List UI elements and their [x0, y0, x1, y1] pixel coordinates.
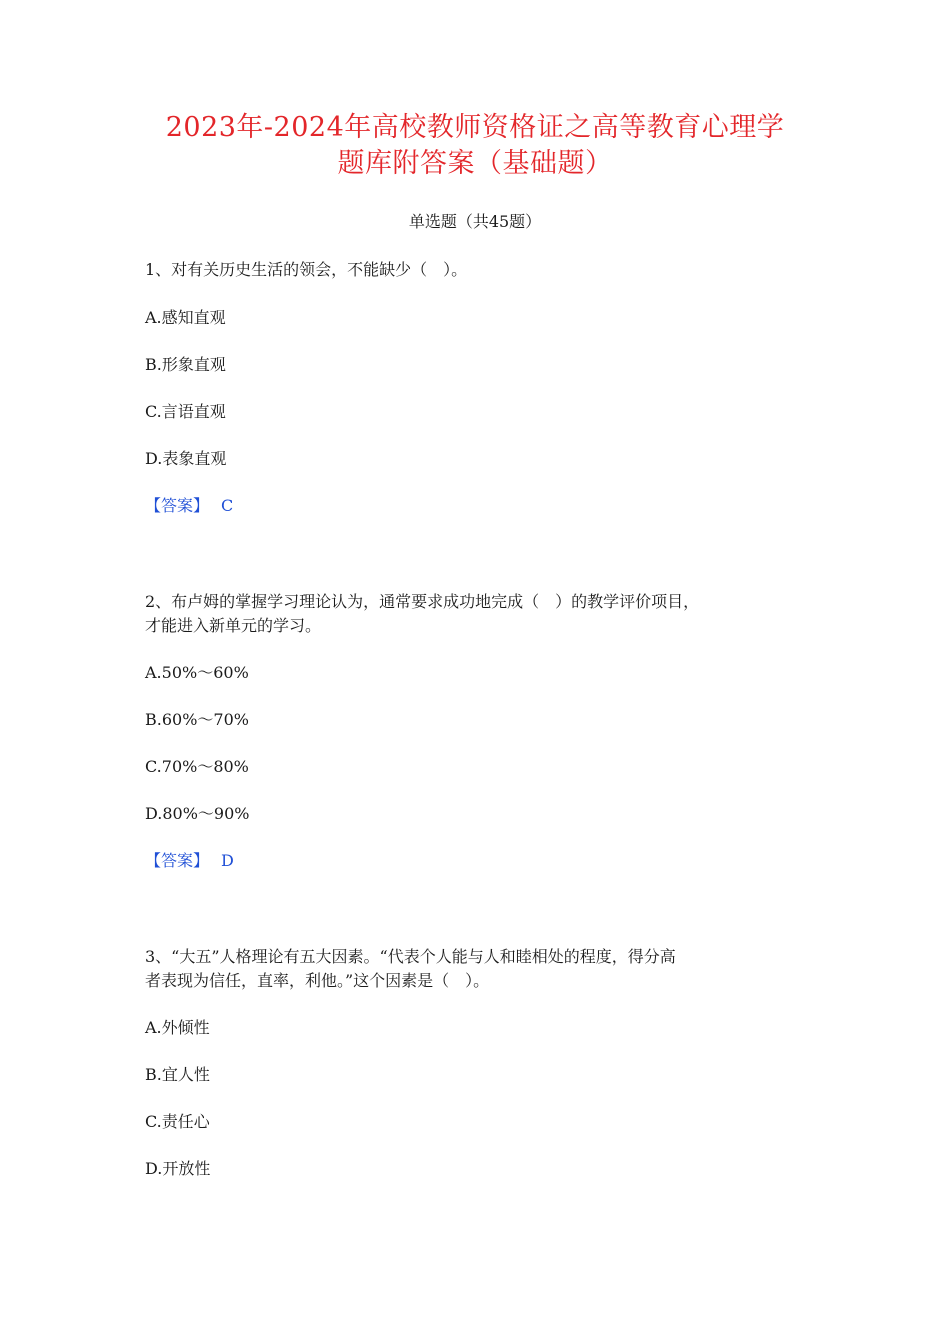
document-title-line-1: 2023年-2024年高校教师资格证之高等教育心理学 [165, 112, 785, 143]
question-1-option-b: B.形象直观 [145, 355, 226, 374]
question-2-option-d: D.80%～90% [145, 804, 250, 823]
answer-value: C [221, 496, 234, 515]
question-3-stem-line-2: 者表现为信任，直率，利他。”这个因素是（ ）。 [145, 971, 490, 990]
question-2-answer [145, 849, 234, 873]
question-3-option-c: C.责任心 [145, 1112, 210, 1131]
question-1-answer [145, 494, 233, 518]
question-3-option-a: A.外倾性 [145, 1018, 210, 1037]
question-2-stem-line-2: 才能进入新单元的学习。 [145, 616, 322, 635]
question-2-option-a: A.50%～60% [145, 663, 249, 682]
answer-label: 【答案】 [145, 496, 210, 515]
question-1-option-a: A.感知直观 [145, 308, 226, 327]
question-3-option-b: B.宜人性 [145, 1065, 210, 1084]
answer-value: D [221, 851, 234, 870]
question-2-stem-line-1: 2、布卢姆的掌握学习理论认为，通常要求成功地完成（ ）的教学评价项目， [145, 592, 700, 611]
document-title-line-2: 题库附答案（基础题） [337, 148, 613, 179]
question-3-stem-line-1: 3、“大五”人格理论有五大因素。“代表个人能与人和睦相处的程度，得分高 [145, 947, 676, 966]
question-1-option-d: D.表象直观 [145, 449, 227, 468]
question-1-option-c: C.言语直观 [145, 402, 226, 421]
question-1-stem: 1、对有关历史生活的领会，不能缺少（ ）。 [145, 260, 468, 279]
section-heading: 单选题（共45题） [408, 212, 542, 231]
answer-label: 【答案】 [145, 851, 210, 870]
question-2-option-b: B.60%～70% [145, 710, 249, 729]
question-3-option-d: D.开放性 [145, 1159, 211, 1178]
question-2-option-c: C.70%～80% [145, 757, 249, 776]
